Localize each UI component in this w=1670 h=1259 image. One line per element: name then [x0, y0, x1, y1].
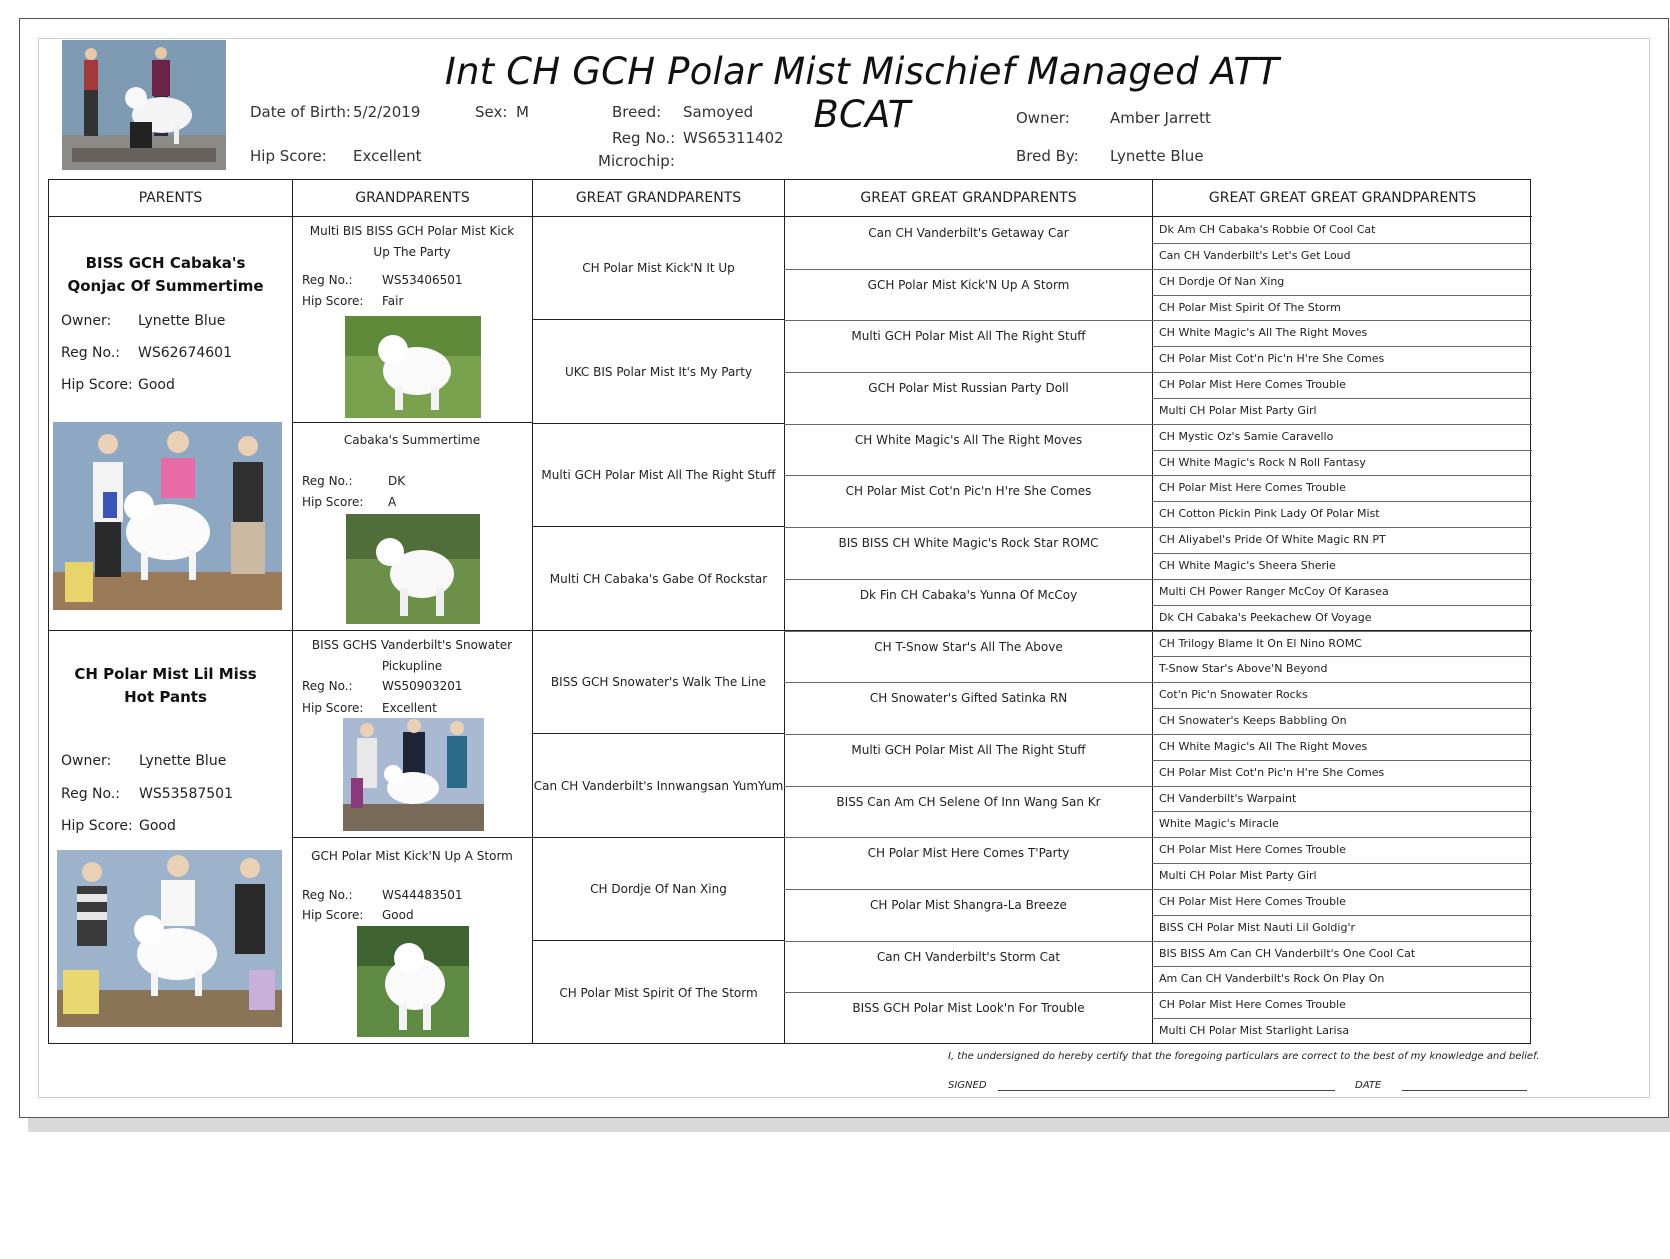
ggg-grandparent: CH Polar Mist Here Comes Trouble	[1159, 843, 1346, 856]
grandparent-reg: WS53406501	[382, 273, 463, 287]
gg-grandparent: Can CH Vanderbilt's Getaway Car	[868, 226, 1069, 240]
gg-grandparent: CH Polar Mist Here Comes T'Party	[867, 846, 1070, 860]
gg-grandparent: CH White Magic's All The Right Moves	[854, 433, 1083, 447]
grandparent-name: Cabaka's Summertime	[343, 433, 481, 447]
grandparent-hip: Fair	[382, 294, 404, 308]
ggg-grandparent: Multi CH Power Ranger McCoy Of Karasea	[1159, 585, 1389, 598]
col-header-gg-grandparents: GREAT GREAT GRANDPARENTS	[860, 190, 1077, 206]
grandparent-photo	[357, 926, 469, 1037]
gg-grandparent: CH T-Snow Star's All The Above	[874, 640, 1063, 654]
dam-owner: Lynette Blue	[139, 753, 227, 769]
great-grandparent: Multi GCH Polar Mist All The Right Stuff	[541, 468, 776, 482]
grandparent-name: Multi BIS BISS GCH Polar Mist Kick Up The Party	[309, 224, 515, 259]
row-divider	[784, 734, 1152, 735]
hip-value: Excellent	[353, 147, 422, 165]
gg-grandparent: GCH Polar Mist Kick'N Up A Storm	[867, 278, 1070, 292]
ggg-grandparent: CH Trilogy Blame It On El Nino ROMC	[1159, 637, 1362, 650]
bred-by-label: Bred By:	[1016, 147, 1079, 165]
ggg-grandparent: CH Mystic Oz's Samie Caravello	[1159, 430, 1334, 443]
ggg-grandparent: Dk Am CH Cabaka's Robbie Of Cool Cat	[1159, 223, 1376, 236]
ggg-grandparent: BIS BISS Am Can CH Vanderbilt's One Cool Cat	[1159, 947, 1416, 960]
grandparent-reg-label: Reg No.:	[302, 888, 353, 902]
breed-value: Samoyed	[683, 103, 754, 121]
grandparent-hip-label: Hip Score:	[302, 495, 364, 509]
microchip-label: Microchip:	[598, 152, 675, 170]
gg-grandparent: BISS Can Am CH Selene Of Inn Wang San Kr	[836, 795, 1101, 809]
bred-by-value: Lynette Blue	[1110, 147, 1204, 165]
ggg-grandparent: CH White Magic's Rock N Roll Fantasy	[1159, 456, 1366, 469]
row-divider	[784, 682, 1152, 683]
reg-label: Reg No.:	[612, 129, 676, 147]
gg-grandparent: Can CH Vanderbilt's Storm Cat	[876, 950, 1061, 964]
pedigree-table	[48, 179, 1531, 1044]
ggg-grandparent: CH Polar Mist Cot'n Pic'n H're She Comes	[1159, 352, 1385, 365]
great-grandparent: BISS GCH Snowater's Walk The Line	[550, 675, 767, 689]
sire-hip-label: Hip Score:	[61, 377, 133, 393]
sire-owner-label: Owner:	[61, 313, 112, 329]
hip-label: Hip Score:	[250, 147, 327, 165]
grandparent-photo	[345, 316, 481, 418]
row-divider	[784, 889, 1152, 890]
dam-hip-label: Hip Score:	[61, 818, 133, 834]
sire-photo	[53, 422, 282, 610]
grandparent-name: GCH Polar Mist Kick'N Up A Storm	[311, 849, 513, 863]
col-header-parents: PARENTS	[138, 190, 203, 206]
sire-reg-label: Reg No.:	[61, 345, 121, 361]
ggg-grandparent: BISS CH Polar Mist Nauti Lil Goldig'r	[1159, 921, 1355, 934]
ggg-grandparent: CH Snowater's Keeps Babbling On	[1159, 714, 1347, 727]
ggg-grandparent: CH Vanderbilt's Warpaint	[1159, 792, 1297, 805]
ggg-grandparent: CH Polar Mist Cot'n Pic'n H're She Comes	[1159, 766, 1385, 779]
gg-grandparent: Dk Fin CH Cabaka's Yunna Of McCoy	[859, 588, 1078, 602]
gg-grandparent: BISS GCH Polar Mist Look'n For Trouble	[852, 1001, 1085, 1015]
row-divider	[784, 372, 1152, 373]
ggg-grandparent: CH White Magic's All The Right Moves	[1159, 740, 1368, 753]
great-grandparent: Multi CH Cabaka's Gabe Of Rockstar	[549, 571, 768, 586]
sire-owner: Lynette Blue	[138, 313, 226, 329]
ggg-grandparent: Multi CH Polar Mist Starlight Larisa	[1159, 1024, 1350, 1037]
ggg-grandparent: CH Polar Mist Here Comes Trouble	[1159, 998, 1346, 1011]
sire-hip: Good	[138, 377, 175, 393]
dam-owner-label: Owner:	[61, 753, 112, 769]
sire-reg: WS62674601	[138, 345, 232, 361]
grandparent-hip-label: Hip Score:	[302, 294, 364, 308]
sex-label: Sex:	[475, 103, 508, 121]
row-divider	[784, 475, 1152, 476]
grandparent-reg-label: Reg No.:	[302, 474, 353, 488]
grandparent-reg-label: Reg No.:	[302, 273, 353, 287]
dog-title: Int CH GCH Polar Mist Mischief Managed ATT BCAT	[444, 50, 1280, 136]
row-divider	[784, 941, 1152, 942]
row-divider	[784, 424, 1152, 425]
ggg-grandparent: CH White Magic's All The Right Moves	[1159, 326, 1368, 339]
great-grandparent: CH Dordje Of Nan Xing	[590, 882, 727, 896]
gg-grandparent: CH Snowater's Gifted Satinka RN	[869, 691, 1068, 705]
col-divider	[1152, 180, 1153, 1043]
col-header-grandparents: GRANDPARENTS	[355, 190, 470, 206]
ggg-grandparent: CH Dordje Of Nan Xing	[1159, 275, 1285, 288]
ggg-grandparent: Multi CH Polar Mist Party Girl	[1159, 869, 1317, 882]
date-line	[1402, 1090, 1527, 1091]
grandparent-hip: Excellent	[382, 701, 437, 715]
gg-grandparent: GCH Polar Mist Russian Party Doll	[868, 381, 1069, 395]
dam-reg: WS53587501	[139, 786, 233, 802]
ggg-grandparent: White Magic's Miracle	[1159, 817, 1279, 830]
grandparent-hip: Good	[382, 908, 414, 922]
row-divider	[292, 422, 532, 423]
breed-label: Breed:	[612, 103, 662, 121]
grandparent-reg: WS50903201	[382, 679, 463, 693]
main-dog-photo	[62, 40, 226, 170]
gg-grandparent: CH Polar Mist Shangra-La Breeze	[870, 898, 1067, 912]
ggg-grandparent: Cot'n Pic'n Snowater Rocks	[1159, 688, 1308, 701]
ggg-grandparent: CH White Magic's Sheera Sherie	[1159, 559, 1336, 572]
row-divider	[784, 579, 1152, 580]
row-divider	[784, 992, 1152, 993]
grandparent-reg-label: Reg No.:	[302, 679, 353, 693]
row-divider	[784, 527, 1152, 528]
row-divider	[292, 837, 532, 838]
sire-name: BISS GCH Cabaka's Qonjac Of Summertime	[67, 254, 264, 295]
certification-text: I, the undersigned do hereby certify that the foregoing particulars are correct to the best of my knowledge and belief.	[948, 1051, 1540, 1062]
gg-grandparent: CH Polar Mist Cot'n Pic'n H're She Comes	[845, 484, 1092, 498]
gg-grandparent: Multi GCH Polar Mist All The Right Stuff	[851, 329, 1086, 343]
row-divider	[784, 320, 1152, 321]
gg-grandparent: Multi GCH Polar Mist All The Right Stuff	[851, 743, 1086, 757]
ggg-grandparent: CH Aliyabel's Pride Of White Magic RN PT	[1159, 533, 1386, 546]
ggg-grandparent: CH Cotton Pickin Pink Lady Of Polar Mist	[1159, 507, 1380, 520]
grandparent-hip-label: Hip Score:	[302, 701, 364, 715]
col-divider	[292, 180, 293, 1043]
grandparent-photo	[343, 718, 484, 831]
page-shadow-bottom	[28, 1118, 1670, 1132]
signature-line	[998, 1090, 1335, 1091]
great-grandparent: UKC BIS Polar Mist It's My Party	[564, 364, 753, 379]
ggg-grandparent: CH Polar Mist Here Comes Trouble	[1159, 895, 1346, 908]
ggg-grandparent: CH Polar Mist Spirit Of The Storm	[1159, 301, 1341, 314]
dam-photo	[57, 850, 282, 1027]
owner-value: Amber Jarrett	[1110, 109, 1211, 127]
ggg-grandparent: Multi CH Polar Mist Party Girl	[1159, 404, 1317, 417]
grandparent-photo	[346, 514, 480, 624]
dob-label: Date of Birth:	[250, 103, 351, 121]
grandparent-name: BISS GCHS Vanderbilt's Snowater Pickupline	[311, 638, 513, 673]
dam-reg-label: Reg No.:	[61, 786, 121, 802]
col-header-great-grandparents: GREAT GRANDPARENTS	[575, 190, 742, 206]
reg-value: WS65311402	[683, 129, 784, 147]
row-divider	[784, 631, 1152, 632]
grandparent-hip-label: Hip Score:	[302, 908, 364, 922]
great-grandparent: CH Polar Mist Kick'N It Up	[582, 261, 735, 275]
ggg-grandparent: Am Can CH Vanderbilt's Rock On Play On	[1159, 972, 1385, 985]
gg-grandparent: BIS BISS CH White Magic's Rock Star ROMC	[838, 536, 1099, 550]
owner-label: Owner:	[1016, 109, 1070, 127]
row-divider	[784, 269, 1152, 270]
signed-label: SIGNED	[948, 1080, 987, 1091]
great-grandparent: Can CH Vanderbilt's Innwangsan YumYum	[533, 778, 784, 793]
grandparent-reg: DK	[388, 474, 406, 488]
dam-hip: Good	[139, 818, 176, 834]
row-divider	[784, 786, 1152, 787]
col-header-ggg-grandparents: GREAT GREAT GREAT GRANDPARENTS	[1208, 190, 1477, 206]
dam-name: CH Polar Mist Lil Miss Hot Pants	[74, 665, 257, 706]
ggg-grandparent: Can CH Vanderbilt's Let's Get Loud	[1159, 249, 1351, 262]
sex-value: M	[516, 103, 529, 121]
grandparent-hip: A	[388, 495, 397, 509]
great-grandparent: CH Polar Mist Spirit Of The Storm	[559, 985, 758, 1000]
row-divider	[784, 837, 1152, 838]
ggg-grandparent: Dk CH Cabaka's Peekachew Of Voyage	[1159, 611, 1372, 624]
grandparent-reg: WS44483501	[382, 888, 463, 902]
ggg-grandparent: CH Polar Mist Here Comes Trouble	[1159, 481, 1346, 494]
date-label: DATE	[1355, 1080, 1382, 1091]
ggg-grandparent: CH Polar Mist Here Comes Trouble	[1159, 378, 1346, 391]
ggg-grandparent: T-Snow Star's Above'N Beyond	[1159, 662, 1328, 675]
dob-value: 5/2/2019	[353, 103, 421, 121]
